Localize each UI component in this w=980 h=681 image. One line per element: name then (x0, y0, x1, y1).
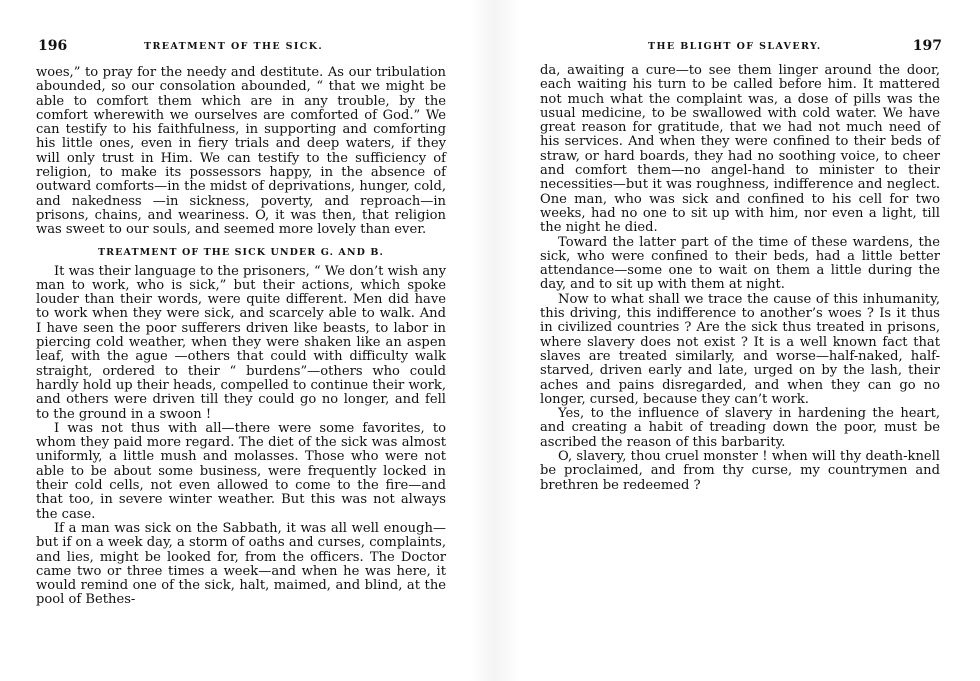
right-paragraph-1: da, awaiting a cure—to see them linger around the door, each waiting his turn to be called before him. It mattered not much what the complaint was, a dose of pills was the usual medicine, to be swallowed with cold water. We have great reason for gratitude, that we had not much need of his services. And when they were confined to their beds of straw, or hard boards, they had no soothing voice, to cheer and comfort them—no angel-hand to minister to their necessities—but it was roughness, indifference and neglect. One man, who was sick and confined to his cell for two weeks, had no one to sit up with him, nor even a light, till the night he died. (540, 63, 940, 236)
right-paragraph-4: Yes, to the influence of slavery in hardening the heart, and creating a habit of treading down the poor, must be ascribed the reason of this barbarity. (540, 406, 940, 450)
left-paragraph-1: woes,” to pray for the needy and destitute. As our tribulation abounded, so our consolation abounded, “ that we might be able to comfort them which are in any trouble, by the comfort wherewith we ourselves are comforted of God.” We can testify to his faithfulness, in supporting and comforting his little ones, even in fiery trials and deep waters, if they will only trust in Him. We can testify to the sufficiency of religion, to make its possessors happy, in the absence of outward comforts—in the midst of deprivations, hunger, cold, and nakedness —in sickness, poverty, and reproach—in prisons, chains, and weariness. O, it was then, that religion was sweet to our souls, and seemed more lovely than ever. (36, 65, 446, 238)
left-paragraph-3: I was not thus with all—there were some favorites, to whom they paid more regard. The diet of the sick was almost uniformly, a little mush and molasses. Those who were not able to be about some business, were frequently locked in their cold cells, not even allowed to come to the fire—and that too, in severe winter weather. But this was not always the case. (36, 420, 446, 522)
section-subheading: TREATMENT OF THE SICK UNDER G. AND B. (98, 246, 384, 258)
left-paragraph-2: It was their language to the prisoners, “ We don’t wish any man to work, who is sick,” but their actions, which spoke louder than their words, were quite different. Men did have to work when they were sick, and scarcely able to walk. And I have seen the poor sufferers driven like beasts, to labor in piercing cold weather, when they were shaken like an aspen leaf, with the ague —others that could with difficulty walk straight, ordered to their “ burdens”—others who could hardly hold up their heads, compelled to continue their work, and others were driven till they could go no longer, and fell to the ground in a swoon ! (36, 263, 446, 422)
right-page-number: 197 (912, 38, 942, 54)
left-paragraph-4: If a man was sick on the Sabbath, it was all well enough—but if on a week day, a storm of oaths and curses, complaints, and lies, might be looked for, from the officers. The Doctor came two or three times a week—and when he was here, it would remind one of the sick, halt, maimed, and blind, at the pool of Bethes- (36, 520, 446, 608)
right-page-header (540, 38, 940, 56)
right-paragraph-2: Toward the latter part of the time of these wardens, the sick, who were confined to their beds, had a little better attendance—some one to wait on them a little during the day, and to sit up with them at night. (540, 234, 940, 293)
left-page-header (36, 38, 446, 56)
left-running-head: TREATMENT OF THE SICK. (144, 41, 324, 52)
book-gutter (470, 0, 520, 681)
right-paragraph-5: O, slavery, thou cruel monster ! when will thy death-knell be proclaimed, and from thy curse, my countrymen and brethren be redeemed ? (540, 449, 940, 493)
left-page-body (36, 66, 446, 608)
right-page-body (540, 64, 940, 493)
left-page (36, 0, 446, 681)
right-page (540, 0, 940, 681)
left-page-number: 196 (38, 38, 68, 54)
right-paragraph-3: Now to what shall we trace the cause of this inhumanity, this driving, this indifference to another’s woes ? Is it thus in civilized countries ? Are the sick thus treated in prisons, where slavery does not exist ? It is a well known fact that slaves are treated similarly, and worse—half-naked, half-starved, driven early and late, urged on by the lash, their aches and pains disregarded, and when they can go no longer, cursed, because they can’t work. (540, 291, 940, 407)
right-running-head: THE BLIGHT OF SLAVERY. (648, 41, 822, 52)
